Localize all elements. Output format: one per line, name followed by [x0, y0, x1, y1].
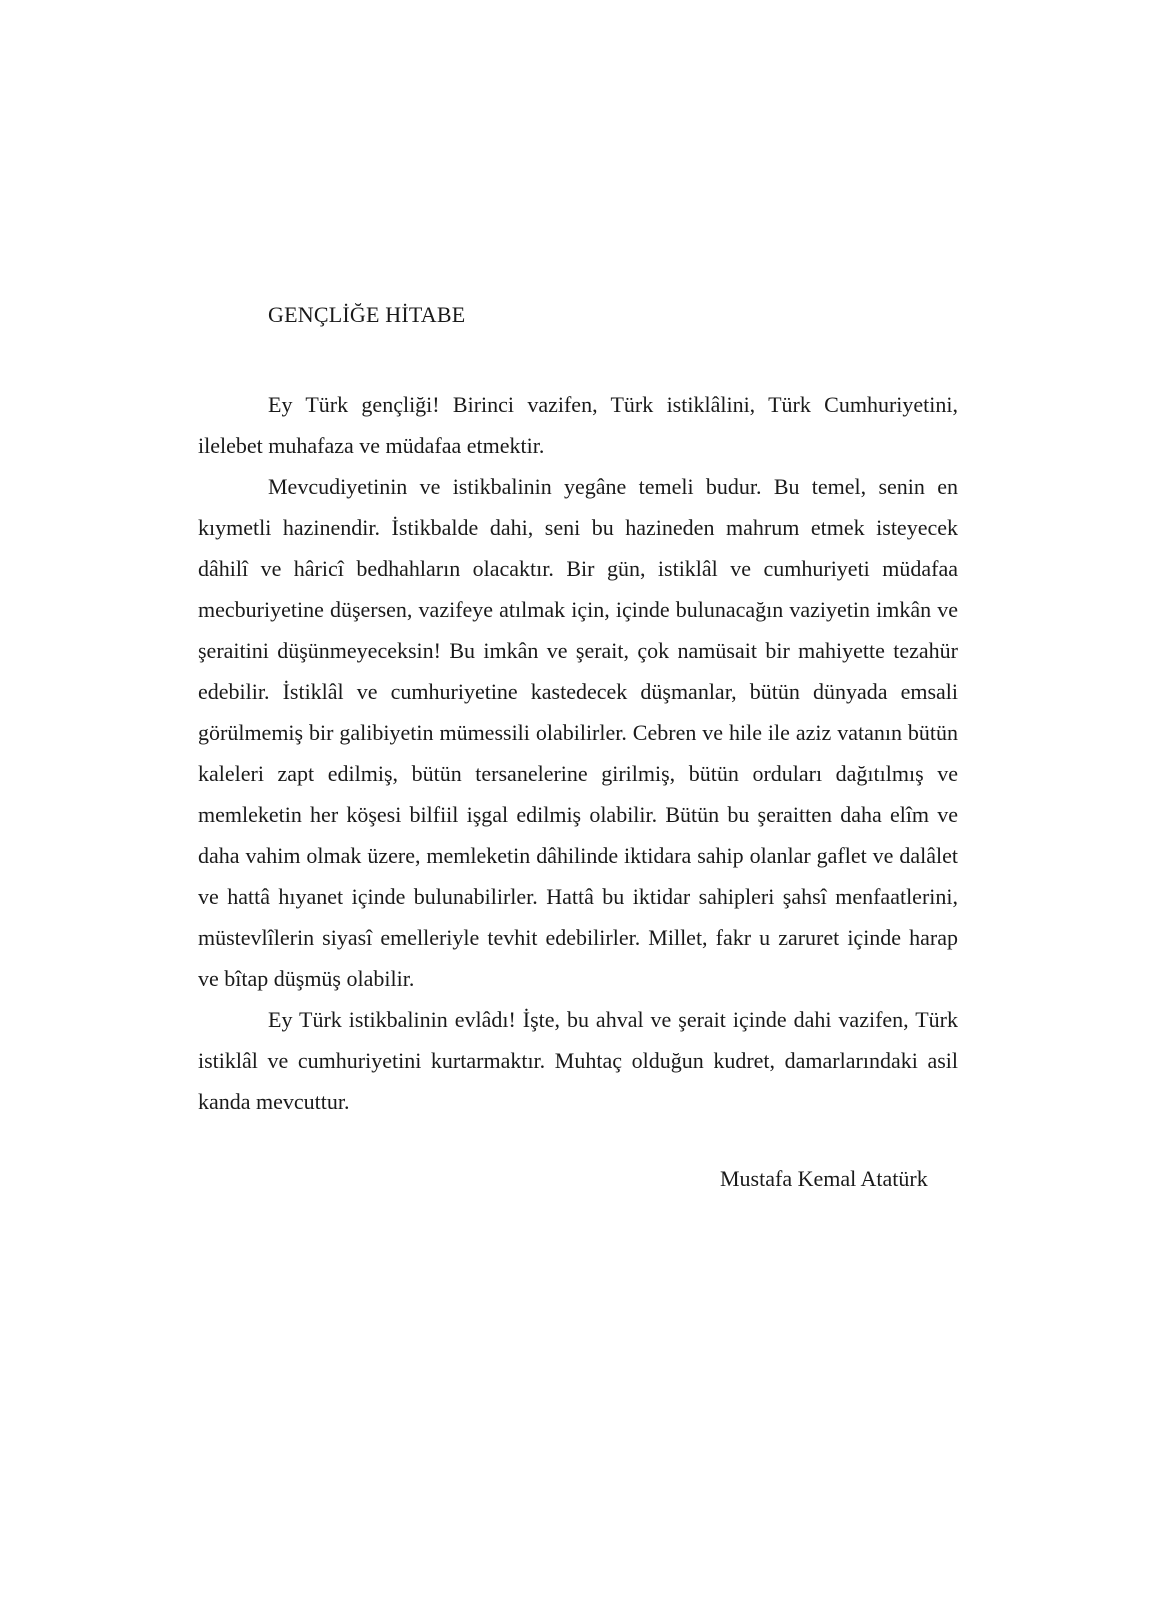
paragraph-1: Ey Türk gençliği! Birinci vazifen, Türk istiklâlini, Türk Cumhuriyetini, ilelebet muhafaza ve müdafaa etmektir. — [198, 392, 958, 458]
document-body — [198, 384, 958, 1122]
paragraph-3: Ey Türk istikbalinin evlâdı! İşte, bu ahval ve şerait içinde dahi vazifen, Türk istiklâl ve cumhuriyetini kurtarmaktır. Muhtaç olduğun kudret, damarlarındaki asil kanda mevcuttur. — [198, 1007, 958, 1114]
page-title: GENÇLİĞE HİTABE — [268, 302, 466, 327]
paragraph-2: Mevcudiyetinin ve istikbalinin yegâne temeli budur. Bu temel, senin en kıymetli hazinendir. İstikbalde dahi, seni bu hazineden mahrum etmek isteyecek dâhilî ve hâricî bedhahların olacaktır. Bir gün, istiklâl ve cumhuriyeti müdafaa mecburiyetine düşersen, vazifeye atılmak için, içinde bulunacağın vaziyetin imkân ve şeraitini düşünmeyeceksin! Bu imkân ve şerait, çok namüsait bir mahiyette tezahür edebilir. İstiklâl ve cumhuriyetine kastedecek düşmanlar, bütün dünyada emsali görülmemiş bir galibiyetin mümessili olabilirler. Cebren ve hile ile aziz vatanın bütün kaleleri zapt edilmiş, bütün tersanelerine girilmiş, bütün orduları dağıtılmış ve memleketin her köşesi bilfiil işgal edilmiş olabilir. Bütün bu şeraitten daha elîm ve daha vahim olmak üzere, memleketin dâhilinde iktidara sahip olanlar gaflet ve dalâlet ve hattâ hıyanet içinde bulunabilirler. Hattâ bu iktidar sahipleri şahsî menfaatlerini, müstevlîlerin siyasî emelleriyle tevhit edebilirler. Millet, fakr u zaruret içinde harap ve bîtap düşmüş olabilir. — [198, 474, 958, 991]
signature: Mustafa Kemal Atatürk — [720, 1166, 928, 1191]
